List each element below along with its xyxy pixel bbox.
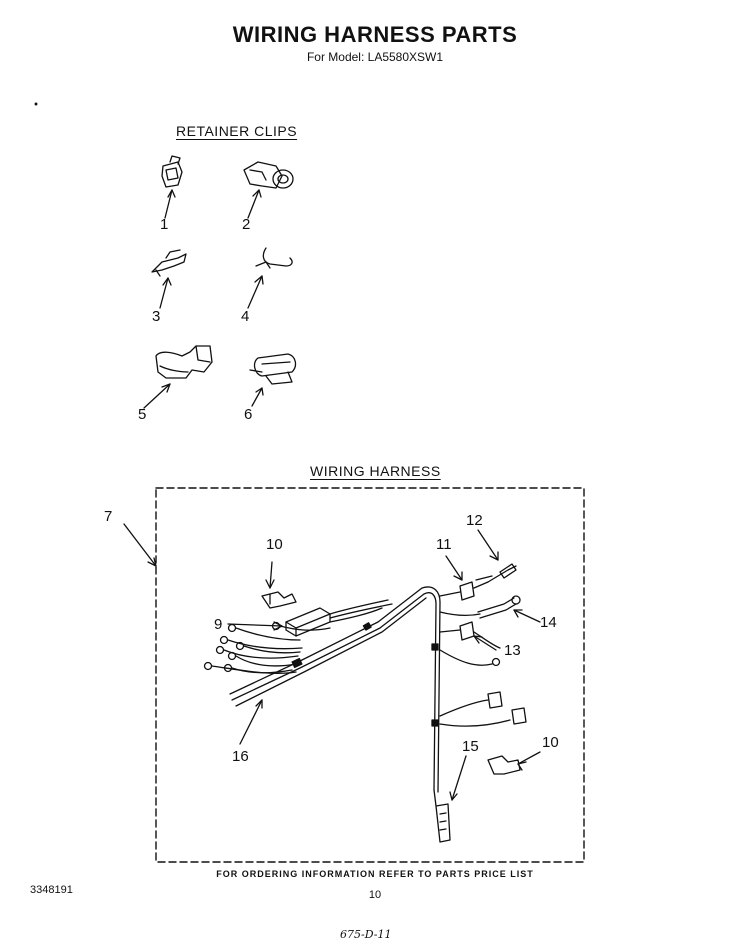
- callout-13: 13: [504, 642, 521, 659]
- callout-5: 5: [138, 406, 147, 423]
- callout-3: 3: [152, 308, 161, 325]
- connector-14: [440, 596, 540, 622]
- callout-15: 15: [462, 738, 479, 755]
- model-subtitle: For Model: LA5580XSW1: [306, 50, 444, 64]
- terminal-10-upper: [262, 562, 296, 608]
- callout-6: 6: [244, 406, 253, 423]
- callout-9: 9: [214, 616, 223, 633]
- connector-12: [476, 530, 516, 582]
- harness-trunk: [230, 587, 440, 792]
- document-number: 3348191: [30, 884, 73, 896]
- retainer-clip-6-illustration: [250, 354, 295, 406]
- ring-terminals-left: [205, 623, 331, 674]
- connector-block-9: [286, 608, 330, 636]
- callout-14: 14: [540, 614, 557, 631]
- retainer-clip-2-illustration: [244, 162, 293, 218]
- page-title: WIRING HARNESS PARTS: [232, 22, 518, 47]
- page-number: 10: [368, 889, 382, 901]
- lower-plugs: [440, 692, 526, 726]
- callout-10-lower: 10: [542, 734, 559, 751]
- handwritten-code: 675-D-11: [340, 928, 392, 941]
- callout-1: 1: [160, 216, 169, 233]
- callout-2: 2: [242, 216, 251, 233]
- connector-11: [440, 556, 488, 600]
- terminal-10-lower: [488, 752, 540, 774]
- retainer-clip-3-illustration: [152, 250, 186, 308]
- callout-10-upper: 10: [266, 536, 283, 553]
- retainer-clip-1-illustration: [162, 156, 182, 218]
- callout-4: 4: [241, 308, 250, 325]
- retainer-clip-4-illustration: [248, 248, 292, 308]
- callout-16: 16: [232, 748, 249, 765]
- callout-11: 11: [436, 536, 452, 553]
- retainer-clip-5-illustration: [144, 346, 212, 408]
- wiring-harness-heading: WIRING HARNESS: [310, 463, 441, 479]
- callout-7: 7: [104, 508, 113, 525]
- connector-13: [440, 622, 500, 650]
- ordering-information-note: FOR ORDERING INFORMATION REFER TO PARTS PRICE LIST: [216, 869, 534, 879]
- callout-12: 12: [466, 512, 483, 529]
- wiring-harness-frame: [156, 488, 584, 862]
- retainer-clips-heading: RETAINER CLIPS: [176, 123, 298, 139]
